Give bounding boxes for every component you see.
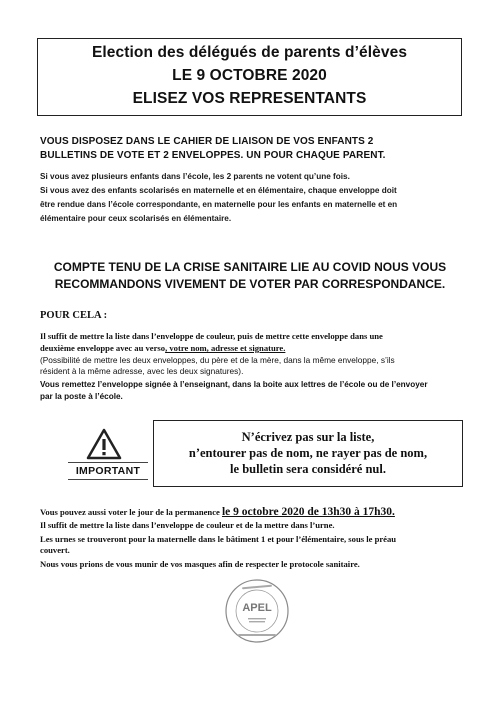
association-stamp-icon	[224, 578, 290, 644]
instructions-line-6: par la poste à l’école.	[40, 392, 123, 401]
title-line-1: Election des délégués de parents d’élèves	[91, 44, 408, 61]
important-line-1: N’écrivez pas sur la liste,	[241, 430, 375, 444]
important-line-3: le bulletin sera considéré nul.	[230, 462, 386, 476]
instructions-line-2b: , votre nom, adresse et signature.	[165, 343, 286, 353]
title-line-2: LE 9 OCTOBRE 2020	[172, 67, 327, 84]
instructions-line-1: Il suffit de mettre la liste dans l’enveloppe de couleur, puis de mettre cette enveloppe dans une	[40, 331, 383, 341]
permanence-line-1	[40, 502, 480, 520]
stamp-center-text: APEL	[242, 602, 272, 614]
title-box	[37, 38, 462, 116]
instructions-line-4: résident à la même adresse, avec les deux signatures).	[40, 366, 244, 376]
permanence-intro: Vous pouvez aussi voter le jour de la permanence	[40, 507, 222, 517]
title-line-3: ELISEZ VOS REPRESENTANTS	[132, 90, 367, 107]
instructions-line-3: (Possibilité de mettre les deux enveloppes, du père et de la mère, dans la même enveloppe, s’ils	[40, 355, 395, 365]
intro-paragraph-2-line-3: élémentaire pour ceux scolarisés en élémentaire.	[40, 214, 232, 223]
warning-triangle-icon	[86, 428, 122, 465]
permanence-line-2: Il suffit de mettre la liste dans l’enveloppe de couleur et de la mettre dans l’urne.	[40, 520, 335, 530]
instructions-line-5: Vous remettez l’enveloppe signée à l’enseignant, dans la boite aux lettres de l’école ou de l’envoyer	[40, 380, 428, 389]
covid-notice-line-1: COMPTE TENU DE LA CRISE SANITAIRE LIE AU COVID NOUS VOUS	[53, 260, 447, 274]
pour-cela-label: POUR CELA :	[40, 310, 108, 321]
intro-paragraph-2-line-2: être rendue dans l’école correspondante, en maternelle pour les enfants en maternelle et en	[40, 200, 398, 209]
important-line-2: n’entourer pas de nom, ne rayer pas de nom,	[188, 446, 428, 460]
intro-bold-line-1: VOUS DISPOSEZ DANS LE CAHIER DE LIAISON DE VOS ENFANTS 2	[40, 136, 374, 147]
permanence-line-3: Les urnes se trouveront pour la maternelle dans le bâtiment 1 et pour l’élémentaire, sous le préau	[40, 534, 397, 544]
important-label: IMPORTANT	[68, 462, 148, 480]
permanence-line-4: couvert.	[40, 545, 70, 555]
permanence-line-5: Nous vous prions de vous munir de vos masques afin de respecter le protocole sanitaire.	[40, 559, 360, 569]
instructions-line-2a: deuxième enveloppe avec au verso	[40, 343, 166, 353]
covid-notice-line-2: RECOMMANDONS VIVEMENT DE VOTER PAR CORRESPONDANCE.	[54, 277, 446, 291]
intro-paragraph-2-line-1: Si vous avez des enfants scolarisés en maternelle et en élémentaire, chaque enveloppe doit	[40, 186, 397, 195]
intro-paragraph-1: Si vous avez plusieurs enfants dans l’école, les 2 parents ne votent qu’une fois.	[40, 172, 350, 181]
important-box	[153, 420, 463, 487]
intro-bold-line-2: BULLETINS DE VOTE ET 2 ENVELOPPES. UN POUR CHAQUE PARENT.	[40, 150, 386, 161]
permanence-date: le 9 octobre 2020 de 13h30 à 17h30.	[221, 506, 395, 518]
instructions-line-2	[40, 343, 470, 355]
